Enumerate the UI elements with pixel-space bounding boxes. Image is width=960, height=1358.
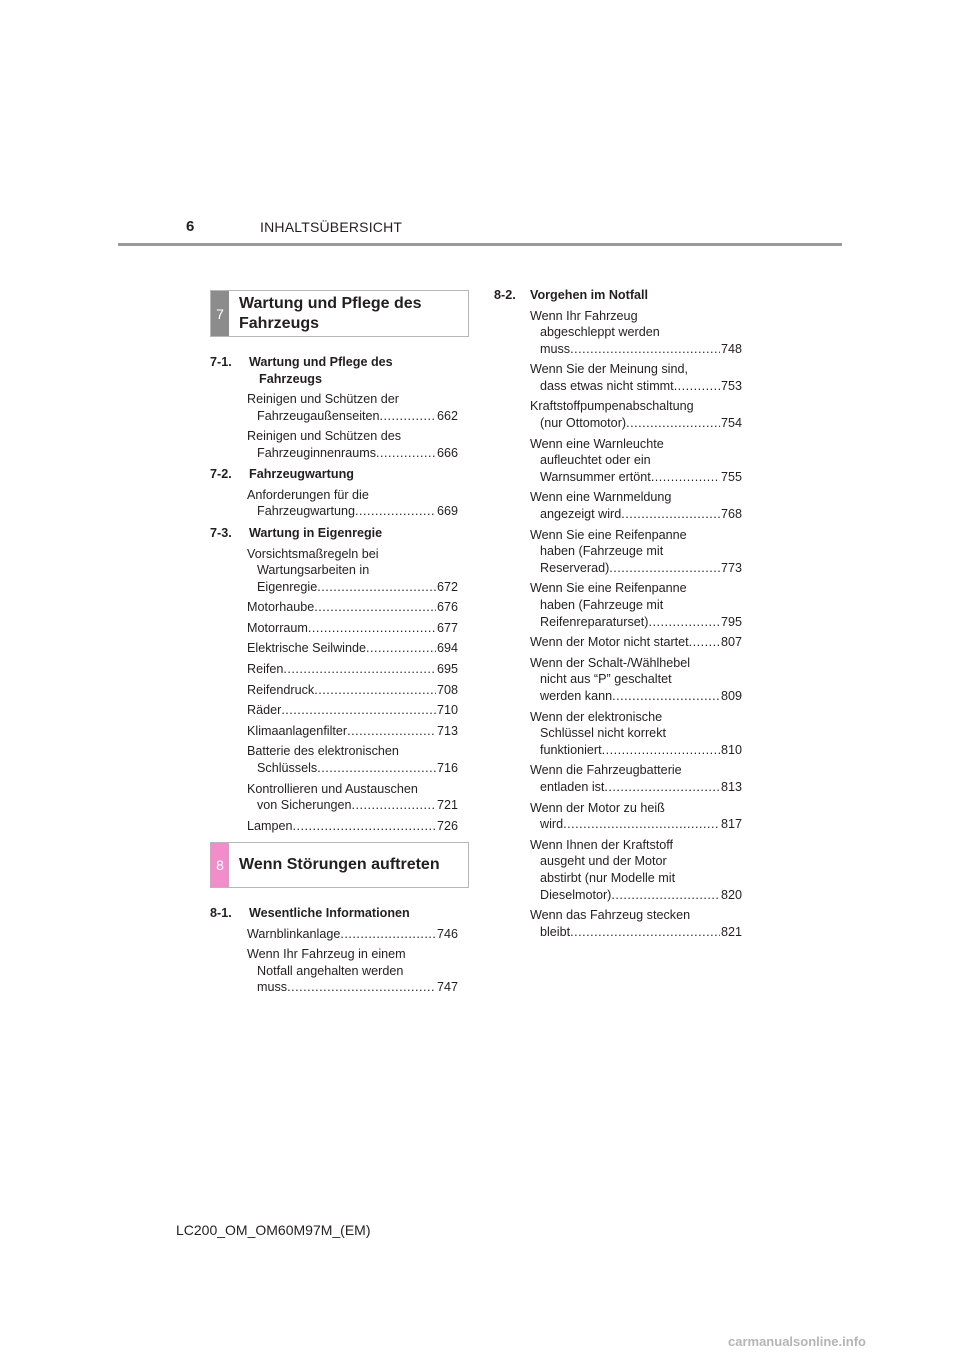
section-title: Wesentliche Informationen [249, 906, 410, 920]
entry-page: 694 [436, 641, 458, 656]
entry-text: Wenn eine Warnmeldung [530, 490, 672, 505]
entry-text: abstirbt (nur Modelle mit [540, 870, 676, 885]
section-number: 7-2. [210, 467, 232, 481]
chapter-8-heading[interactable] [210, 842, 469, 888]
section-heading[interactable] [494, 287, 742, 304]
entry-text: Lampen [247, 818, 293, 833]
entry-text: Wartungsarbeiten in [257, 563, 370, 578]
entry-text: Fahrzeuginnenraums [257, 445, 377, 460]
entry-page: 746 [436, 926, 458, 941]
section-heading[interactable] [210, 525, 458, 542]
section-title: Vorgehen im Notfall [530, 288, 649, 302]
entry-text: Reserverad) [540, 560, 610, 575]
entry-text: angezeigt wird [540, 507, 622, 522]
header-title: INHALTSÜBERSICHT [260, 219, 403, 235]
toc-entry-669[interactable] [247, 487, 458, 520]
entry-text: Warnblinkanlage [247, 926, 341, 941]
entry-text: abgeschleppt werden [540, 325, 660, 340]
entry-text: nicht aus “P” geschaltet [540, 672, 672, 687]
entry-text: bleibt [540, 924, 571, 939]
toc-entry-746[interactable] [247, 926, 458, 943]
toc-entry-754[interactable] [530, 398, 742, 431]
toc-entry-755[interactable] [530, 436, 742, 486]
entry-text: Dieselmotor) [540, 887, 612, 902]
entry-page: 768 [720, 507, 742, 522]
entry-page: 807 [720, 635, 742, 650]
entry-text: (nur Ottomotor) [540, 416, 627, 431]
toc-entry-726[interactable] [247, 818, 458, 835]
toc-entry-666[interactable] [247, 428, 458, 461]
entry-text: Motorhaube [247, 600, 315, 615]
section-8-2 [494, 287, 742, 940]
section-heading[interactable] [210, 354, 458, 387]
toc-entry-694[interactable] [247, 640, 458, 657]
entry-page: 676 [436, 600, 458, 615]
entry-text: Fahrzeugwartung [257, 504, 356, 519]
toc-entry-820[interactable] [530, 837, 742, 903]
entry-text: Vorsichtsmaßregeln bei [247, 546, 379, 561]
entry-text: werden kann [540, 688, 613, 703]
entry-text: Eigenregie [257, 579, 318, 594]
toc-entry-710[interactable] [247, 702, 458, 719]
entry-page: 721 [436, 798, 458, 813]
toc-entry-677[interactable] [247, 620, 458, 637]
entry-text: Notfall angehalten werden [257, 963, 404, 978]
watermark: carmanualsonline.info [728, 1334, 866, 1349]
entry-page: 677 [436, 620, 458, 635]
section-number: 7-1. [210, 355, 232, 369]
entry-text: Motorraum [247, 620, 308, 635]
section-number: 8-2. [494, 288, 516, 302]
section-number: 8-1. [210, 906, 232, 920]
entry-text: Wenn der Motor zu heiß [530, 800, 665, 815]
entry-text: haben (Fahrzeuge mit [540, 544, 664, 559]
toc-entry-676[interactable] [247, 599, 458, 616]
entry-page: 672 [436, 579, 458, 594]
entry-page: 754 [720, 416, 742, 431]
entry-page: 695 [436, 662, 458, 677]
entry-text: Wenn Sie der Meinung sind, [530, 362, 688, 377]
toc-entry-810[interactable] [530, 709, 742, 759]
entry-page: 820 [720, 887, 742, 902]
entry-text: Schlüssel nicht korrekt [540, 726, 666, 741]
entry-text: Reinigen und Schützen der [247, 392, 399, 406]
toc-entry-747[interactable] [247, 946, 458, 996]
toc-entry-817[interactable] [530, 800, 742, 833]
toc-entry-672[interactable] [247, 546, 458, 596]
entry-text: Schlüssels [257, 761, 318, 776]
entry-text: wird [540, 817, 564, 832]
toc-entry-807[interactable] [530, 634, 742, 651]
toc-entry-809[interactable] [530, 655, 742, 705]
header-rule [118, 243, 842, 246]
manual-code-footer: LC200_OM_OM60M97M_(EM) [176, 1222, 371, 1238]
chapter-7-title: Wartung und Pflege des Fahrzeugs [239, 294, 422, 332]
toc-entry-773[interactable] [530, 527, 742, 577]
page-header [0, 0, 960, 250]
chapter-7-tab: 7 [211, 291, 229, 336]
entry-text: Wenn Sie eine Reifenpanne [530, 581, 687, 596]
entry-text: ausgeht und der Motor [540, 854, 667, 869]
entry-text: Wenn der Motor nicht startet [530, 635, 689, 650]
entry-text: Wenn das Fahrzeug stecken [530, 908, 691, 923]
section-title-cont: Fahrzeugs [259, 371, 322, 386]
entry-text: Wenn der elektronische [530, 709, 663, 724]
section-title: Wartung und Pflege des [249, 355, 393, 369]
entry-text: Wenn Ihr Fahrzeug [530, 308, 638, 323]
section-title: Fahrzeugwartung [249, 467, 354, 481]
toc-entry-753[interactable] [530, 361, 742, 394]
section-number: 7-3. [210, 526, 232, 540]
toc-entry-716[interactable] [247, 743, 458, 776]
entry-text: Wenn die Fahrzeugbatterie [530, 763, 682, 778]
entry-page: 710 [436, 703, 458, 718]
entry-text: Reifenreparaturset) [540, 614, 649, 629]
entry-text: muss [257, 980, 288, 995]
toc-entry-813[interactable] [530, 762, 742, 795]
entry-page: 662 [436, 408, 458, 423]
entry-text: von Sicherungen [257, 798, 352, 813]
toc-entry-708[interactable] [247, 682, 458, 699]
section-8-1 [210, 905, 458, 996]
entry-page: 753 [720, 378, 742, 393]
entry-text: funktioniert [540, 742, 602, 757]
entry-text: Kontrollieren und Austauschen [247, 781, 418, 796]
entry-text: Warnsummer ertönt [540, 469, 651, 484]
toc-entry-768[interactable] [530, 489, 742, 522]
entry-page: 726 [436, 818, 458, 833]
entry-text: Reifendruck [247, 682, 315, 697]
toc-entry-795[interactable] [530, 580, 742, 630]
entry-text: Reifen [247, 662, 284, 677]
section-title: Wartung in Eigenregie [249, 526, 383, 540]
entry-text: Wenn der Schalt-/Wählhebel [530, 655, 691, 670]
section-7-1 [210, 354, 458, 461]
section-heading[interactable] [210, 466, 458, 483]
entry-page: 716 [436, 761, 458, 776]
entry-text: Wenn Sie eine Reifenpanne [530, 527, 687, 542]
entry-page: 810 [720, 742, 742, 757]
entry-page: 666 [436, 445, 458, 460]
entry-text: Batterie des elektronischen [247, 744, 399, 759]
toc-entry-721[interactable] [247, 781, 458, 814]
entry-text: Kraftstoffpumpenabschaltung [530, 399, 694, 414]
entry-page: 669 [436, 504, 458, 519]
toc-entry-713[interactable] [247, 723, 458, 740]
entry-page: 713 [436, 723, 458, 738]
entry-text: Anforderungen für die [247, 487, 369, 502]
entry-page: 773 [720, 560, 742, 575]
entry-page: 809 [720, 688, 742, 703]
toc-entry-821[interactable] [530, 907, 742, 940]
section-7-3 [210, 525, 458, 834]
section-7-2 [210, 466, 458, 520]
section-heading[interactable] [210, 905, 458, 922]
entry-text: entladen ist [540, 779, 605, 794]
entry-text: muss [540, 341, 571, 356]
entry-text: aufleuchtet oder ein [540, 453, 651, 468]
entry-page: 708 [436, 682, 458, 697]
page-number: 6 [186, 218, 195, 235]
entry-text: Elektrische Seilwinde [247, 641, 366, 656]
chapter-8-tab: 8 [211, 843, 229, 887]
entry-text: Klimaanlagenfilter [247, 723, 348, 738]
entry-page: 748 [720, 341, 742, 356]
entry-text: Wenn eine Warnleuchte [530, 436, 664, 451]
toc-entry-662[interactable] [247, 391, 458, 424]
toc-entry-695[interactable] [247, 661, 458, 678]
entry-text: dass etwas nicht stimmt [540, 378, 674, 393]
entry-text: Reinigen und Schützen des [247, 429, 402, 444]
chapter-7-heading[interactable] [210, 290, 469, 337]
entry-page: 747 [436, 980, 458, 995]
entry-text: Wenn Ihr Fahrzeug in einem [247, 947, 406, 962]
entry-page: 821 [720, 924, 742, 939]
entry-page: 817 [720, 817, 742, 832]
entry-page: 795 [720, 614, 742, 629]
toc-entry-748[interactable] [530, 308, 742, 358]
entry-text: Räder [247, 703, 282, 718]
chapter-8-title: Wenn Störungen auftreten [239, 856, 440, 873]
entry-text: haben (Fahrzeuge mit [540, 598, 664, 612]
entry-text: Fahrzeugaußenseiten [257, 408, 380, 423]
entry-page: 813 [720, 779, 742, 794]
entry-page: 755 [720, 469, 742, 484]
entry-text: Wenn Ihnen der Kraftstoff [530, 837, 674, 852]
